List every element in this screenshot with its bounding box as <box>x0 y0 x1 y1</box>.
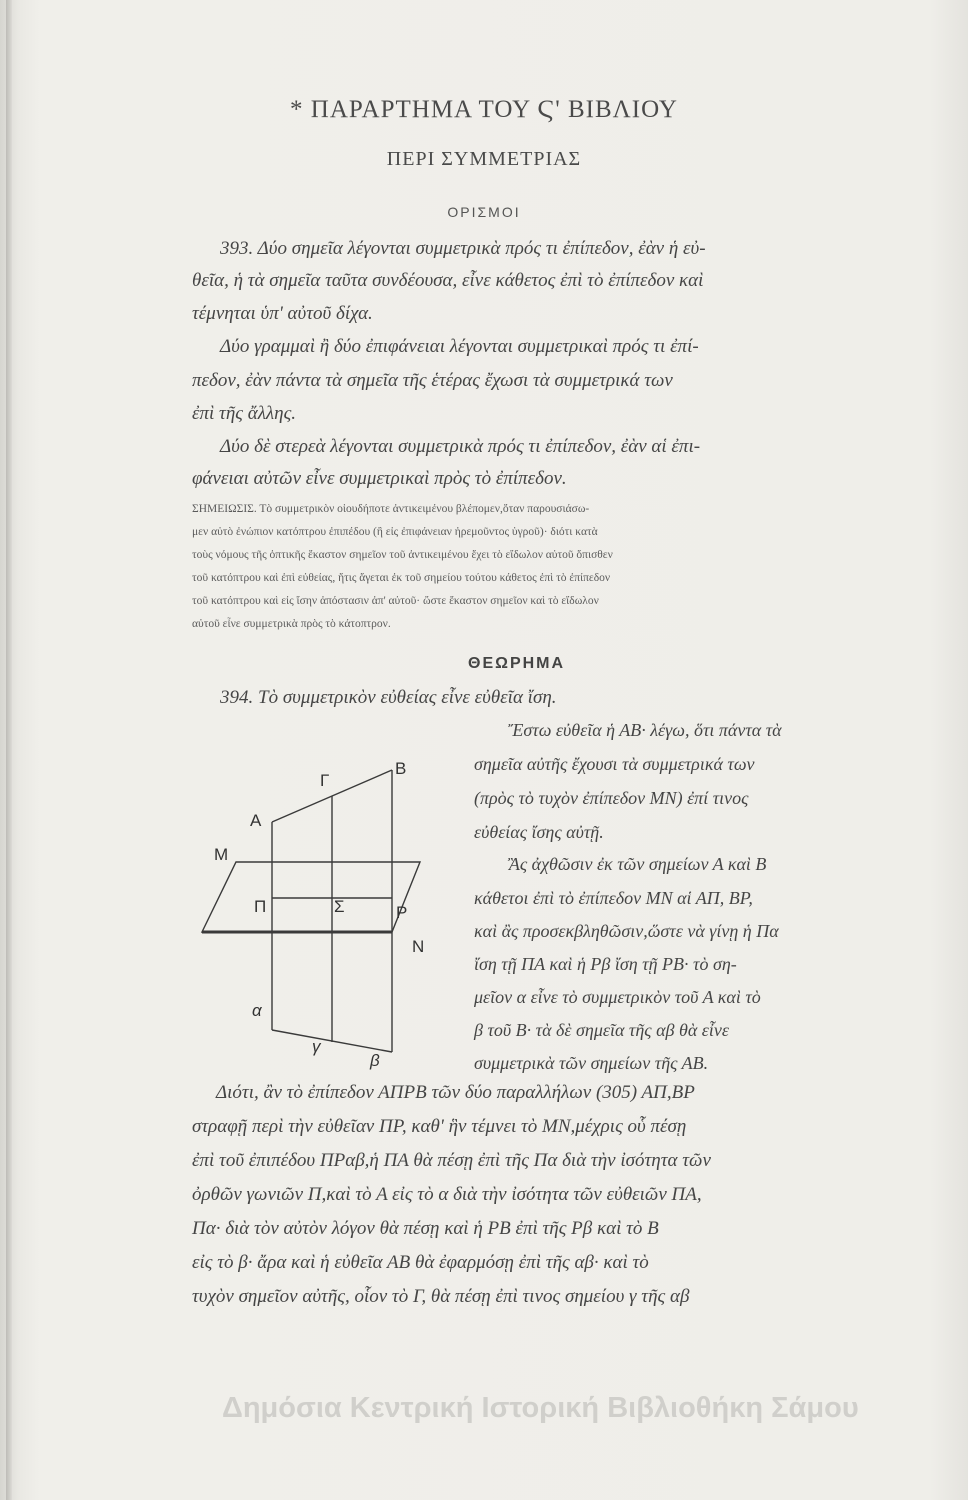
label-rho: P <box>396 903 408 922</box>
note-line: μεν αὐτὸ ἐνώπιον κατόπτρου ἐπιπέδου (ἢ εἰς ἐπιφάνειαν ἠρεμοῦντος ὑγροῦ)· διότι κατὰ <box>192 526 598 538</box>
text-line: Διότι, ἂν τὸ ἐπίπεδον ΑΠΡΒ τῶν δύο παραλλήλων (305) ΑΠ,ΒΡ <box>216 1082 695 1103</box>
note-line: τοὺς νόμους τῆς ὀπτικῆς ἕκαστον σημεῖον τοῦ ἀντικειμένου ἔχει τὸ εἴδωλον αὐτοῦ ὄπισθεν <box>192 549 613 561</box>
symmetry-figure <box>192 752 452 1072</box>
text-line: Δύο γραμμαὶ ἢ δύο ἐπιφάνειαι λέγονται συμμετρικαὶ πρός τι ἐπί- <box>220 336 699 357</box>
label-gamma-small: γ <box>312 1037 321 1056</box>
label-pi: Π <box>254 897 267 916</box>
plane-mn <box>202 862 420 932</box>
label-m: M <box>214 845 229 864</box>
library-watermark: Δημόσια Κεντρική Ιστορική Βιβλιοθήκη Σάμου <box>222 1392 859 1424</box>
text-line: κάθετοι ἐπὶ τὸ ἐπίπεδον ΜΝ αἱ ΑΠ, ΒΡ, <box>474 888 753 908</box>
text-line: καὶ ἂς προσεκβληθῶσιν,ὥστε νὰ γίνῃ ἡ Πα <box>474 921 779 941</box>
text-line: ἐπὶ τοῦ ἐπιπέδου ΠΡαβ,ἡ ΠΑ θὰ πέσῃ ἐπὶ τῆς Πα διὰ τὴν ἰσότητα τῶν <box>192 1150 711 1171</box>
label-alpha: α <box>252 1001 262 1020</box>
theorem-statement: 394. Τὸ συμμετρικὸν εὐθείας εἶνε εὐθεῖα ἴση. <box>220 687 557 708</box>
text-line: μεῖον α εἶνε τὸ συμμετρικὸν τοῦ Α καὶ τὸ <box>474 987 761 1007</box>
note-line: τοῦ κατόπτρου καὶ εἰς ἴσην ἀπόστασιν ἀπ' αὐτοῦ· ὥστε ἕκαστον σημεῖον καὶ τὸ εἴδωλον <box>192 595 599 607</box>
text-line: β τοῦ Β· τὰ δὲ σημεῖα τῆς αβ θὰ εἶνε <box>474 1020 729 1040</box>
text-line: φάνειαι αὐτῶν εἶνε συμμετρικαὶ πρὸς τὸ ἐπίπεδον. <box>192 468 567 489</box>
label-beta: β <box>370 1051 380 1070</box>
text-line: Ἔστω εὐθεῖα ἡ ΑΒ· λέγω, ὅτι πάντα τὰ <box>508 720 782 740</box>
note-line: ΣΗΜΕΙΩΣΙΣ. Τὸ συμμετρικὸν οἱουδήποτε ἀντικειμένου βλέπομεν,ὅταν παρουσιάσω- <box>192 503 590 515</box>
label-sigma: Σ <box>334 897 345 916</box>
note-line: τοῦ κατόπτρου καὶ ἐπὶ εὐθείας, ἥτις ἄγεται ἐκ τοῦ σημείου τούτου κάθετος ἐπὶ τὸ ἐπίπεδον <box>192 572 611 584</box>
label-gamma: Γ <box>320 771 330 790</box>
note-line: αὐτοῦ εἶνε συμμετρικὰ πρὸς τὸ κάτοπτρον. <box>192 618 391 630</box>
text-line: τυχὸν σημεῖον αὐτῆς, οἷον τὸ Γ, θὰ πέσῃ ἐπὶ τινος σημείου γ τῆς αβ <box>192 1286 690 1307</box>
definitions-heading: ΟΡΙΣΜΟΙ <box>447 204 521 220</box>
appendix-title: * ΠΑΡΑΡΤΗΜΑ ΤΟΥ Ϛ' ΒΙΒΛΙΟΥ <box>290 96 678 123</box>
text-line: ἴση τῇ ΠΑ καὶ ἡ Ρβ ἴση τῇ ΡΒ· τὸ ση- <box>474 954 737 974</box>
text-line: τέμνηται ὑπ' αὐτοῦ δίχα. <box>192 303 373 324</box>
text-line: ἐπὶ τῆς ἄλλης. <box>192 403 297 424</box>
label-b: B <box>395 759 407 778</box>
text-line: εὐθείας ἴσης αὐτῇ. <box>474 822 604 842</box>
theorem-heading: ΘΕΩΡΗΜΑ <box>468 655 566 672</box>
label-a: A <box>250 811 262 830</box>
text-line: εἰς τὸ β· ἄρα καὶ ἡ εὐθεῖα ΑΒ θὰ ἐφαρμόσῃ ἐπὶ τῆς αβ· καὶ τὸ <box>192 1252 649 1273</box>
text-line: Δύο δὲ στερεὰ λέγονται συμμετρικὰ πρός τι ἐπίπεδον, ἐὰν αἱ ἐπι- <box>220 436 701 457</box>
text-line: ὀρθῶν γωνιῶν Π,καὶ τὸ Α εἰς τὸ α διὰ τὴν ἰσότητα τῶν εὐθειῶν ΠΑ, <box>192 1184 702 1205</box>
text-line: Ἂς ἀχθῶσιν ἐκ τῶν σημείων Α καὶ Β <box>508 854 767 874</box>
section-title: ΠΕΡΙ ΣΥΜΜΕΤΡΙΑΣ <box>386 148 582 170</box>
text-line: Πα· διὰ τὸν αὐτὸν λόγον θὰ πέσῃ καὶ ἡ ΡΒ ἐπὶ τῆς Ρβ καὶ τὸ Β <box>192 1218 659 1239</box>
text-line: 393. Δύο σημεῖα λέγονται συμμετρικὰ πρός τι ἐπίπεδον, ἐὰν ἡ εὐ- <box>220 238 706 259</box>
label-n: N <box>412 937 425 956</box>
text-line: συμμετρικὰ τῶν σημείων τῆς ΑΒ. <box>474 1053 709 1073</box>
text-line: θεῖα, ἡ τὰ σημεῖα ταῦτα συνδέουσα, εἶνε κάθετος ἐπὶ τὸ ἐπίπεδον καὶ <box>192 270 704 291</box>
text-line: (πρὸς τὸ τυχὸν ἐπίπεδον ΜΝ) ἐπί τινος <box>474 788 749 808</box>
page-binding-edge <box>6 0 12 1500</box>
text-line: σημεῖα αὐτῆς ἔχουσι τὰ συμμετρικά των <box>474 754 755 774</box>
text-line: πεδον, ἐὰν πάντα τὰ σημεῖα τῆς ἑτέρας ἔχωσι τὰ συμμετρικά των <box>192 370 673 391</box>
text-line: στραφῇ περὶ τὴν εὐθεῖαν ΠΡ, καθ' ἣν τέμνει τὸ ΜΝ,μέχρις οὗ πέσῃ <box>192 1116 687 1137</box>
